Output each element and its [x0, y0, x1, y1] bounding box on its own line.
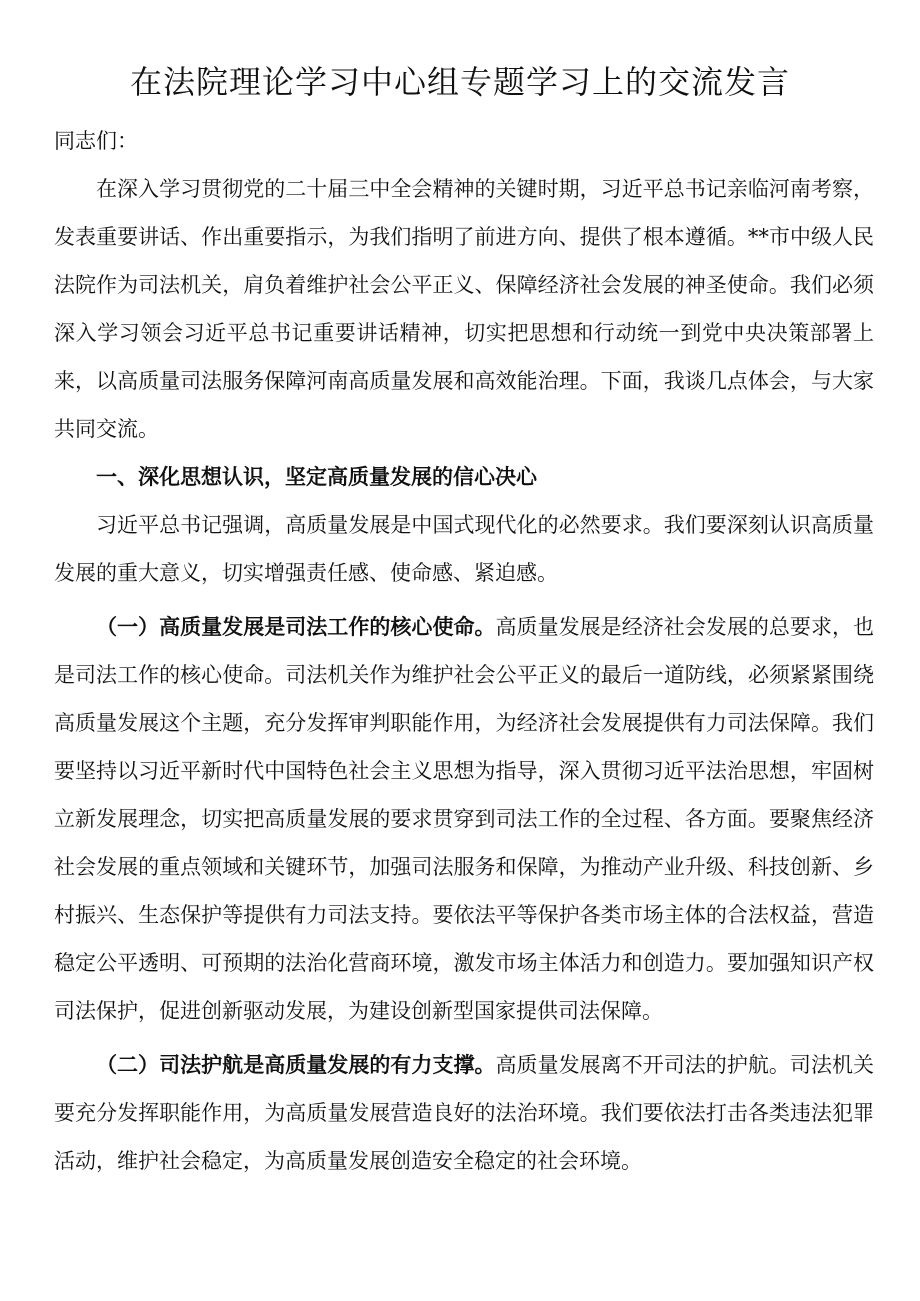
- document-body: [54, 117, 874, 1185]
- point-2-paragraph: [54, 1041, 874, 1185]
- point-2-lead: （二）司法护航是高质量发展的有力支撑。: [96, 1052, 496, 1077]
- intro-paragraph: 在深入学习贯彻党的二十届三中全会精神的关键时期，习近平总书记亲临河南考察，发表重要讲话、作出重要指示，为我们指明了前进方向、提供了根本遵循。**市中级人民法院作为司法机关，肩负着维护社会公平正义、保障经济社会发展的神圣使命。我们必须深入学习领会习近平总书记重要讲话精神，切实把思想和行动统一到党中央决策部署上来，以高质量司法服务保障河南高质量发展和高效能治理。下面，我谈几点体会，与大家共同交流。: [54, 177, 874, 441]
- document-title: 在法院理论学习中心组专题学习上的交流发言: [129, 63, 790, 101]
- point-1-paragraph: [54, 603, 874, 1035]
- section-1-heading: 一、深化思想认识，坚定高质量发展的信心决心: [96, 464, 537, 489]
- point-1-text: 高质量发展是经济社会发展的总要求，也是司法工作的核心使命。司法机关作为维护社会公平正义的最后一道防线，必须紧紧围绕高质量发展这个主题，充分发挥审判职能作用，为经济社会发展提供有力司法保障。我们要坚持以习近平新时代中国特色社会主义思想为指导，深入贯彻习近平法治思想，牢固树立新发展理念，切实把高质量发展的要求贯穿到司法工作的全过程、各方面。要聚焦经济社会发展的重点领域和关键环节，加强司法服务和保障，为推动产业升级、科技创新、乡村振兴、生态保护等提供有力司法支持。要依法平等保护各类市场主体的合法权益，营造稳定公平透明、可预期的法治化营商环境，激发市场主体活力和创造力。要加强知识产权司法保护，促进创新驱动发展，为建设创新型国家提供司法保障。: [54, 615, 875, 1023]
- point-2-text: 高质量发展离不开司法的护航。司法机关要充分发挥职能作用，为高质量发展营造良好的法治环境。我们要依法打击各类违法犯罪活动，维护社会稳定，为高质量发展创造安全稳定的社会环境。: [54, 1053, 875, 1173]
- section-1-intro-paragraph: 习近平总书记强调，高质量发展是中国式现代化的必然要求。我们要深刻认识高质量发展的重大意义，切实增强责任感、使命感、紧迫感。: [54, 513, 874, 585]
- point-1-lead: （一）高质量发展是司法工作的核心使命。: [96, 614, 496, 639]
- salutation: 同志们：: [54, 129, 138, 153]
